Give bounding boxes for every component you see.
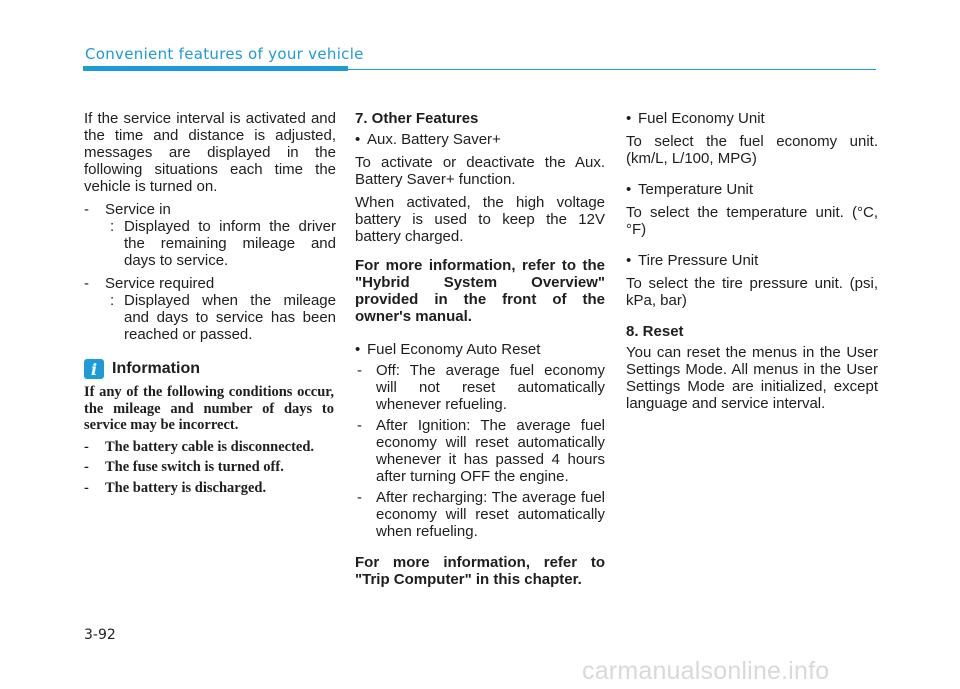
information-heading [84, 358, 200, 380]
service-in-desc [104, 218, 336, 269]
bullet-marker: • [626, 252, 632, 269]
dash-marker: - [357, 362, 362, 379]
aux-battery-item [355, 131, 605, 148]
header-rule [348, 69, 876, 70]
dash-marker: - [84, 275, 89, 292]
unit-setting-title: Temperature Unit [638, 181, 754, 198]
service-in-text: Displayed to inform the driver the remaining mileage and days to service. [124, 218, 336, 269]
information-text: If any of the following conditions occur, the mileage and number of days to service may be incorrect. [84, 384, 334, 433]
bullet-marker: • [355, 341, 361, 358]
bullet-marker: • [355, 131, 361, 148]
colon-marker: : [110, 292, 115, 309]
trip-computer-reference: For more information, refer to "Trip Computer" in this chapter. [355, 554, 605, 588]
unit-setting-desc: To select the temperature unit. (°C,°F) [626, 204, 878, 238]
dash-marker: - [84, 459, 89, 475]
column-1 [84, 110, 336, 349]
aux-battery-title: Aux. Battery Saver+ [367, 131, 501, 148]
information-item-text: The battery cable is disconnected. [105, 438, 315, 455]
column-3 [626, 110, 878, 418]
information-item-text: The fuse switch is turned off. [105, 459, 284, 475]
fuel-reset-option [355, 489, 605, 540]
service-in-label: Service in [105, 201, 171, 218]
unit-setting-item [626, 252, 878, 269]
fuel-reset-option-text: After recharging: The average fuel economy will reset automatically when refueling. [376, 489, 605, 540]
reset-text: You can reset the menus in the User Settings Mode. All menus in the User Settings Mode are initialized, except language and service interval. [626, 344, 878, 412]
bullet-marker: • [626, 110, 632, 127]
aux-battery-desc: To activate or deactivate the Aux. Battery Saver+ function. [355, 154, 605, 188]
service-required-desc [104, 292, 336, 343]
column-2 [355, 110, 605, 594]
information-item [84, 439, 334, 456]
section-title: Convenient features of your vehicle [85, 45, 364, 63]
information-item [84, 480, 334, 497]
bullet-marker: • [626, 181, 632, 198]
unit-setting-item [626, 181, 878, 198]
header-accent-bar [83, 66, 348, 71]
reset-heading: 8. Reset [626, 323, 684, 340]
unit-setting-title: Fuel Economy Unit [638, 110, 765, 127]
colon-marker: : [110, 218, 115, 235]
info-icon: i [84, 359, 104, 379]
aux-battery-detail: When activated, the high voltage battery is used to keep the 12V battery charged. [355, 194, 605, 245]
service-required-label: Service required [105, 275, 215, 292]
fuel-reset-option-text: After Ignition: The average fuel economy will reset automatically whenever it has passed 4 hours after turning OFF the engine. [376, 417, 605, 485]
service-required-text: Displayed when the mileage and days to service has been reached or passed. [124, 292, 336, 343]
unit-setting-desc: To select the tire pressure unit. (psi, kPa, bar) [626, 275, 878, 309]
fuel-reset-item [355, 341, 605, 358]
watermark: carmanualsonline.info [582, 657, 830, 685]
dash-marker: - [84, 438, 89, 455]
information-title: Information [112, 360, 200, 377]
fuel-reset-option [355, 417, 605, 485]
dash-marker: - [84, 479, 89, 496]
information-item-text: The battery is discharged. [105, 479, 267, 496]
dash-marker: - [357, 417, 362, 434]
other-features-heading: 7. Other Features [355, 110, 479, 127]
page-number: 3-92 [84, 627, 116, 643]
service-in-item [84, 201, 336, 218]
unit-setting-desc: To select the fuel economy unit. (km/L, L/100, MPG) [626, 133, 878, 167]
unit-setting-item [626, 110, 878, 127]
unit-setting-title: Tire Pressure Unit [638, 252, 759, 269]
service-required-item [84, 275, 336, 292]
fuel-reset-option-text: Off: The average fuel economy will not reset automatically whenever refueling. [376, 362, 605, 413]
information-body [84, 384, 334, 500]
fuel-reset-option [355, 362, 605, 413]
fuel-reset-title: Fuel Economy Auto Reset [367, 341, 541, 358]
information-item [84, 459, 334, 476]
dash-marker: - [84, 201, 89, 218]
service-intro: If the service interval is activated and the time and distance is adjusted, messages are displayed in the following situations each time the vehicle is turned on. [84, 110, 336, 195]
dash-marker: - [357, 489, 362, 506]
hybrid-reference: For more information, refer to the "Hybrid System Overview" provided in the front of the owner's manual. [355, 257, 605, 325]
